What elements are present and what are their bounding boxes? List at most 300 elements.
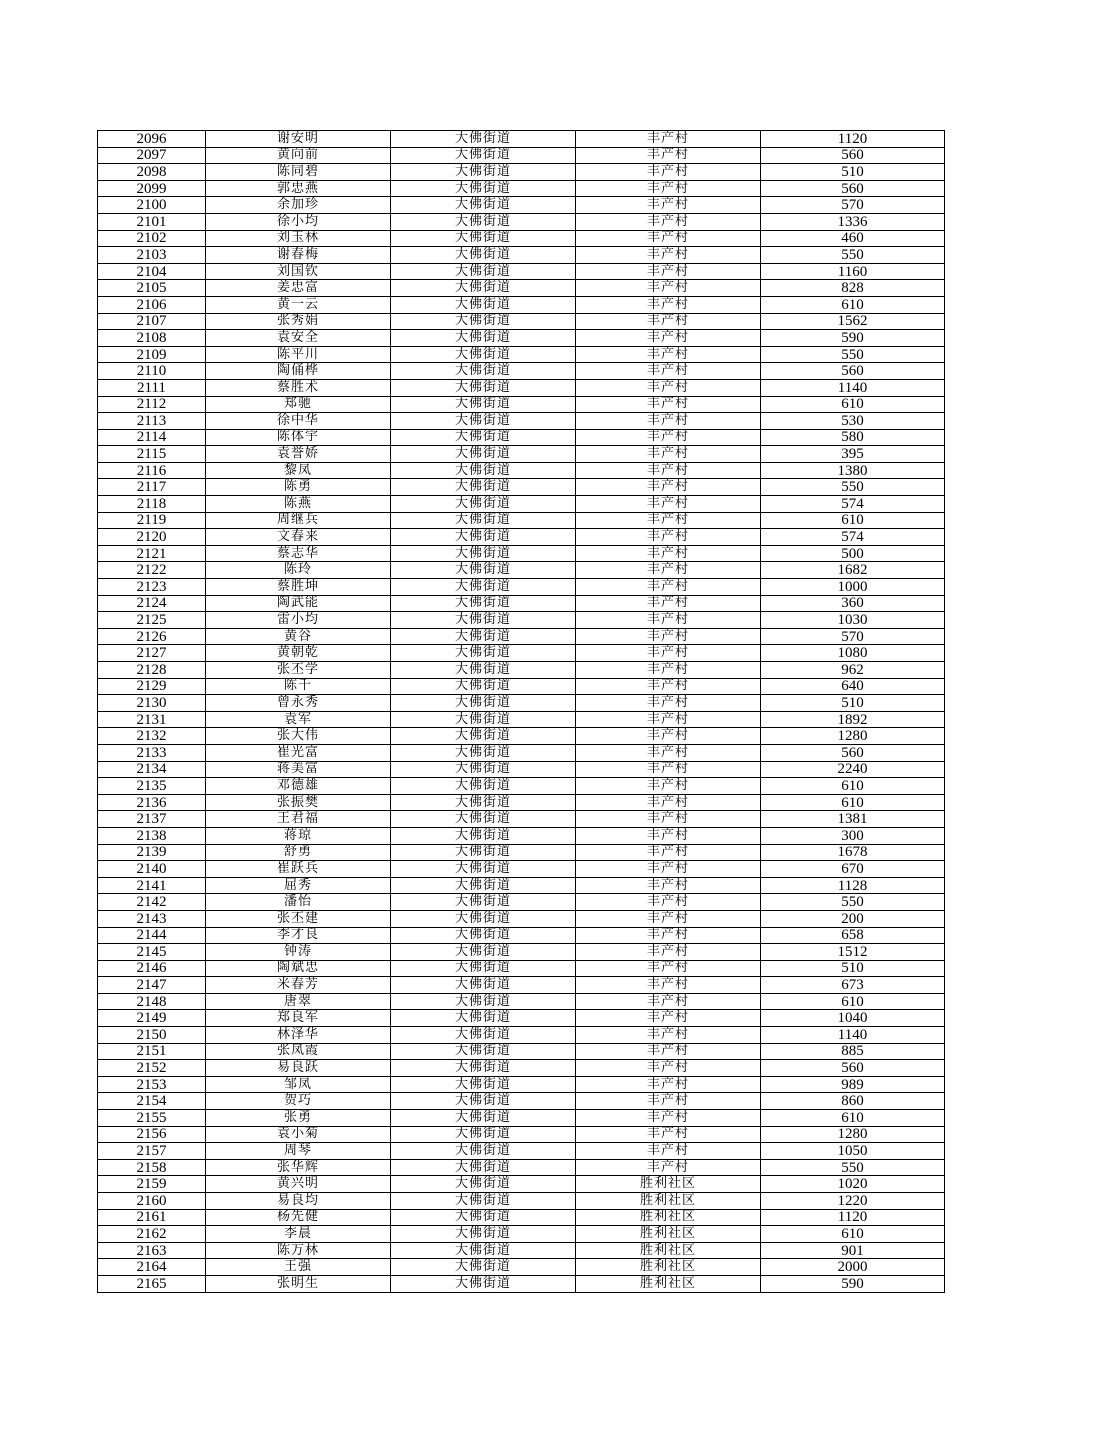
amount-cell: 300 [761, 827, 945, 844]
village-cell: 丰产村 [576, 230, 761, 247]
street-cell: 大佛街道 [391, 213, 576, 230]
amount-cell: 1140 [761, 1027, 945, 1044]
amount-cell: 1050 [761, 1143, 945, 1160]
village-cell: 丰产村 [576, 213, 761, 230]
table-row [98, 213, 945, 230]
street-cell: 大佛街道 [391, 728, 576, 745]
table-row [98, 1076, 945, 1093]
row-number-cell: 2165 [98, 1275, 206, 1292]
name-cell: 邓德雄 [206, 778, 391, 795]
amount-cell: 828 [761, 280, 945, 297]
name-cell: 蒋琼 [206, 827, 391, 844]
amount-cell: 560 [761, 744, 945, 761]
name-cell: 周琴 [206, 1143, 391, 1160]
amount-cell: 610 [761, 396, 945, 413]
table-row [98, 778, 945, 795]
amount-cell: 360 [761, 595, 945, 612]
row-number-cell: 2103 [98, 247, 206, 264]
village-cell: 丰产村 [576, 977, 761, 994]
street-cell: 大佛街道 [391, 1275, 576, 1292]
street-cell: 大佛街道 [391, 379, 576, 396]
village-cell: 丰产村 [576, 247, 761, 264]
amount-cell: 510 [761, 164, 945, 181]
amount-cell: 510 [761, 960, 945, 977]
row-number-cell: 2132 [98, 728, 206, 745]
table-row [98, 496, 945, 513]
village-cell: 丰产村 [576, 910, 761, 927]
village-cell: 丰产村 [576, 595, 761, 612]
street-cell: 大佛街道 [391, 1143, 576, 1160]
row-number-cell: 2154 [98, 1093, 206, 1110]
row-number-cell: 2127 [98, 645, 206, 662]
amount-cell: 1220 [761, 1193, 945, 1210]
village-cell: 丰产村 [576, 280, 761, 297]
street-cell: 大佛街道 [391, 595, 576, 612]
amount-cell: 460 [761, 230, 945, 247]
table-row [98, 263, 945, 280]
street-cell: 大佛街道 [391, 844, 576, 861]
row-number-cell: 2110 [98, 363, 206, 380]
street-cell: 大佛街道 [391, 363, 576, 380]
village-cell: 丰产村 [576, 479, 761, 496]
street-cell: 大佛街道 [391, 662, 576, 679]
amount-cell: 1040 [761, 1010, 945, 1027]
street-cell: 大佛街道 [391, 1259, 576, 1276]
name-cell: 陶斌忠 [206, 960, 391, 977]
name-cell: 贺巧 [206, 1093, 391, 1110]
row-number-cell: 2116 [98, 462, 206, 479]
amount-cell: 610 [761, 512, 945, 529]
row-number-cell: 2137 [98, 811, 206, 828]
street-cell: 大佛街道 [391, 711, 576, 728]
row-number-cell: 2160 [98, 1193, 206, 1210]
table-row [98, 280, 945, 297]
amount-cell: 550 [761, 346, 945, 363]
table-row [98, 960, 945, 977]
table-row [98, 877, 945, 894]
street-cell: 大佛街道 [391, 1027, 576, 1044]
name-cell: 刘玉林 [206, 230, 391, 247]
street-cell: 大佛街道 [391, 330, 576, 347]
row-number-cell: 2123 [98, 579, 206, 596]
amount-cell: 1336 [761, 213, 945, 230]
street-cell: 大佛街道 [391, 413, 576, 430]
street-cell: 大佛街道 [391, 1093, 576, 1110]
amount-cell: 550 [761, 1159, 945, 1176]
name-cell: 张华辉 [206, 1159, 391, 1176]
row-number-cell: 2120 [98, 529, 206, 546]
amount-cell: 658 [761, 927, 945, 944]
amount-cell: 1682 [761, 562, 945, 579]
table-row [98, 363, 945, 380]
amount-cell: 590 [761, 1275, 945, 1292]
row-number-cell: 2162 [98, 1226, 206, 1243]
row-number-cell: 2118 [98, 496, 206, 513]
name-cell: 蔡胜术 [206, 379, 391, 396]
row-number-cell: 2136 [98, 794, 206, 811]
name-cell: 蔡胜坤 [206, 579, 391, 596]
street-cell: 大佛街道 [391, 1126, 576, 1143]
amount-cell: 610 [761, 296, 945, 313]
table-row [98, 313, 945, 330]
data-table [97, 130, 945, 1293]
table-row [98, 197, 945, 214]
amount-cell: 610 [761, 1110, 945, 1127]
table-row [98, 894, 945, 911]
row-number-cell: 2150 [98, 1027, 206, 1044]
row-number-cell: 2159 [98, 1176, 206, 1193]
village-cell: 丰产村 [576, 1027, 761, 1044]
row-number-cell: 2158 [98, 1159, 206, 1176]
table-row [98, 1242, 945, 1259]
village-cell: 丰产村 [576, 944, 761, 961]
row-number-cell: 2149 [98, 1010, 206, 1027]
village-cell: 丰产村 [576, 960, 761, 977]
amount-cell: 1280 [761, 1126, 945, 1143]
table-row [98, 628, 945, 645]
village-cell: 丰产村 [576, 1126, 761, 1143]
table-row [98, 1110, 945, 1127]
row-number-cell: 2138 [98, 827, 206, 844]
table-row [98, 379, 945, 396]
row-number-cell: 2144 [98, 927, 206, 944]
name-cell: 张丕学 [206, 662, 391, 679]
amount-cell: 989 [761, 1076, 945, 1093]
street-cell: 大佛街道 [391, 164, 576, 181]
row-number-cell: 2142 [98, 894, 206, 911]
amount-cell: 1080 [761, 645, 945, 662]
street-cell: 大佛街道 [391, 1043, 576, 1060]
table-row [98, 1010, 945, 1027]
name-cell: 郑驰 [206, 396, 391, 413]
village-cell: 胜利社区 [576, 1226, 761, 1243]
village-cell: 丰产村 [576, 761, 761, 778]
village-cell: 丰产村 [576, 662, 761, 679]
village-cell: 丰产村 [576, 827, 761, 844]
row-number-cell: 2106 [98, 296, 206, 313]
amount-cell: 1512 [761, 944, 945, 961]
amount-cell: 574 [761, 496, 945, 513]
table-row [98, 180, 945, 197]
name-cell: 易良跃 [206, 1060, 391, 1077]
street-cell: 大佛街道 [391, 147, 576, 164]
street-cell: 大佛街道 [391, 562, 576, 579]
street-cell: 大佛街道 [391, 462, 576, 479]
amount-cell: 570 [761, 197, 945, 214]
village-cell: 丰产村 [576, 562, 761, 579]
table-row [98, 695, 945, 712]
street-cell: 大佛街道 [391, 529, 576, 546]
village-cell: 丰产村 [576, 164, 761, 181]
village-cell: 丰产村 [576, 296, 761, 313]
name-cell: 袁军 [206, 711, 391, 728]
street-cell: 大佛街道 [391, 827, 576, 844]
name-cell: 蒋美富 [206, 761, 391, 778]
name-cell: 谢春梅 [206, 247, 391, 264]
table-row [98, 446, 945, 463]
table-body [98, 131, 945, 1293]
name-cell: 李晨 [206, 1226, 391, 1243]
row-number-cell: 2134 [98, 761, 206, 778]
village-cell: 丰产村 [576, 844, 761, 861]
amount-cell: 510 [761, 695, 945, 712]
row-number-cell: 2133 [98, 744, 206, 761]
name-cell: 屈秀 [206, 877, 391, 894]
amount-cell: 1120 [761, 131, 945, 148]
row-number-cell: 2131 [98, 711, 206, 728]
amount-cell: 673 [761, 977, 945, 994]
table-row [98, 711, 945, 728]
name-cell: 姜忠富 [206, 280, 391, 297]
street-cell: 大佛街道 [391, 612, 576, 629]
table-row [98, 131, 945, 148]
village-cell: 丰产村 [576, 263, 761, 280]
table-row [98, 1027, 945, 1044]
row-number-cell: 2145 [98, 944, 206, 961]
name-cell: 邹凤 [206, 1076, 391, 1093]
village-cell: 丰产村 [576, 462, 761, 479]
name-cell: 张秀娟 [206, 313, 391, 330]
table-row [98, 761, 945, 778]
village-cell: 丰产村 [576, 1060, 761, 1077]
village-cell: 丰产村 [576, 744, 761, 761]
street-cell: 大佛街道 [391, 1060, 576, 1077]
village-cell: 丰产村 [576, 147, 761, 164]
village-cell: 丰产村 [576, 313, 761, 330]
village-cell: 丰产村 [576, 612, 761, 629]
row-number-cell: 2143 [98, 910, 206, 927]
name-cell: 郑良军 [206, 1010, 391, 1027]
row-number-cell: 2135 [98, 778, 206, 795]
amount-cell: 560 [761, 180, 945, 197]
table-row [98, 296, 945, 313]
amount-cell: 1160 [761, 263, 945, 280]
row-number-cell: 2115 [98, 446, 206, 463]
row-number-cell: 2105 [98, 280, 206, 297]
village-cell: 胜利社区 [576, 1176, 761, 1193]
amount-cell: 670 [761, 861, 945, 878]
name-cell: 黄朝乾 [206, 645, 391, 662]
name-cell: 谢安明 [206, 131, 391, 148]
row-number-cell: 2096 [98, 131, 206, 148]
name-cell: 陈平川 [206, 346, 391, 363]
name-cell: 陶武能 [206, 595, 391, 612]
name-cell: 黄谷 [206, 628, 391, 645]
street-cell: 大佛街道 [391, 545, 576, 562]
amount-cell: 560 [761, 363, 945, 380]
street-cell: 大佛街道 [391, 280, 576, 297]
street-cell: 大佛街道 [391, 197, 576, 214]
street-cell: 大佛街道 [391, 1226, 576, 1243]
table-row [98, 927, 945, 944]
table-row [98, 479, 945, 496]
name-cell: 雷小均 [206, 612, 391, 629]
table-row [98, 1193, 945, 1210]
table-row [98, 1060, 945, 1077]
street-cell: 大佛街道 [391, 479, 576, 496]
village-cell: 丰产村 [576, 579, 761, 596]
row-number-cell: 2108 [98, 330, 206, 347]
street-cell: 大佛街道 [391, 512, 576, 529]
village-cell: 胜利社区 [576, 1275, 761, 1292]
amount-cell: 580 [761, 429, 945, 446]
amount-cell: 1381 [761, 811, 945, 828]
row-number-cell: 2107 [98, 313, 206, 330]
name-cell: 袁誉娇 [206, 446, 391, 463]
name-cell: 张大伟 [206, 728, 391, 745]
street-cell: 大佛街道 [391, 910, 576, 927]
amount-cell: 962 [761, 662, 945, 679]
row-number-cell: 2122 [98, 562, 206, 579]
street-cell: 大佛街道 [391, 877, 576, 894]
table-row [98, 529, 945, 546]
name-cell: 舒勇 [206, 844, 391, 861]
street-cell: 大佛街道 [391, 180, 576, 197]
name-cell: 蔡志华 [206, 545, 391, 562]
amount-cell: 560 [761, 1060, 945, 1077]
street-cell: 大佛街道 [391, 496, 576, 513]
name-cell: 陶俑桦 [206, 363, 391, 380]
name-cell: 陈万林 [206, 1242, 391, 1259]
table-row [98, 562, 945, 579]
village-cell: 丰产村 [576, 894, 761, 911]
village-cell: 胜利社区 [576, 1193, 761, 1210]
name-cell: 周继兵 [206, 512, 391, 529]
street-cell: 大佛街道 [391, 1010, 576, 1027]
name-cell: 陈燕 [206, 496, 391, 513]
amount-cell: 550 [761, 247, 945, 264]
name-cell: 袁小菊 [206, 1126, 391, 1143]
row-number-cell: 2157 [98, 1143, 206, 1160]
village-cell: 丰产村 [576, 794, 761, 811]
village-cell: 丰产村 [576, 529, 761, 546]
village-cell: 丰产村 [576, 180, 761, 197]
street-cell: 大佛街道 [391, 645, 576, 662]
amount-cell: 395 [761, 446, 945, 463]
name-cell: 黄兴明 [206, 1176, 391, 1193]
name-cell: 曾永秀 [206, 695, 391, 712]
village-cell: 丰产村 [576, 512, 761, 529]
row-number-cell: 2128 [98, 662, 206, 679]
village-cell: 胜利社区 [576, 1242, 761, 1259]
name-cell: 易良均 [206, 1193, 391, 1210]
village-cell: 丰产村 [576, 396, 761, 413]
row-number-cell: 2146 [98, 960, 206, 977]
table-row [98, 827, 945, 844]
table-row [98, 595, 945, 612]
street-cell: 大佛街道 [391, 794, 576, 811]
row-number-cell: 2140 [98, 861, 206, 878]
street-cell: 大佛街道 [391, 761, 576, 778]
table-row [98, 944, 945, 961]
table-row [98, 1143, 945, 1160]
amount-cell: 610 [761, 778, 945, 795]
table-row [98, 512, 945, 529]
street-cell: 大佛街道 [391, 1176, 576, 1193]
row-number-cell: 2151 [98, 1043, 206, 1060]
row-number-cell: 2129 [98, 678, 206, 695]
street-cell: 大佛街道 [391, 247, 576, 264]
village-cell: 丰产村 [576, 1010, 761, 1027]
table-row [98, 728, 945, 745]
village-cell: 丰产村 [576, 628, 761, 645]
village-cell: 丰产村 [576, 645, 761, 662]
table-row [98, 396, 945, 413]
amount-cell: 550 [761, 479, 945, 496]
table-row [98, 545, 945, 562]
street-cell: 大佛街道 [391, 993, 576, 1010]
name-cell: 刘国钦 [206, 263, 391, 280]
name-cell: 王强 [206, 1259, 391, 1276]
amount-cell: 1020 [761, 1176, 945, 1193]
name-cell: 崔跃兵 [206, 861, 391, 878]
name-cell: 钟涛 [206, 944, 391, 961]
street-cell: 大佛街道 [391, 446, 576, 463]
street-cell: 大佛街道 [391, 579, 576, 596]
row-number-cell: 2104 [98, 263, 206, 280]
amount-cell: 560 [761, 147, 945, 164]
table-row [98, 230, 945, 247]
street-cell: 大佛街道 [391, 628, 576, 645]
village-cell: 丰产村 [576, 131, 761, 148]
table-row [98, 429, 945, 446]
name-cell: 黄向前 [206, 147, 391, 164]
table-row [98, 811, 945, 828]
street-cell: 大佛街道 [391, 1242, 576, 1259]
row-number-cell: 2139 [98, 844, 206, 861]
name-cell: 林泽华 [206, 1027, 391, 1044]
row-number-cell: 2112 [98, 396, 206, 413]
street-cell: 大佛街道 [391, 927, 576, 944]
row-number-cell: 2101 [98, 213, 206, 230]
street-cell: 大佛街道 [391, 1193, 576, 1210]
name-cell: 陈勇 [206, 479, 391, 496]
row-number-cell: 2153 [98, 1076, 206, 1093]
street-cell: 大佛街道 [391, 744, 576, 761]
amount-cell: 1562 [761, 313, 945, 330]
name-cell: 袁安全 [206, 330, 391, 347]
amount-cell: 610 [761, 1226, 945, 1243]
table-row [98, 1259, 945, 1276]
row-number-cell: 2124 [98, 595, 206, 612]
amount-cell: 1380 [761, 462, 945, 479]
table-row [98, 1159, 945, 1176]
street-cell: 大佛街道 [391, 1110, 576, 1127]
street-cell: 大佛街道 [391, 894, 576, 911]
row-number-cell: 2148 [98, 993, 206, 1010]
village-cell: 丰产村 [576, 446, 761, 463]
name-cell: 张勇 [206, 1110, 391, 1127]
village-cell: 丰产村 [576, 927, 761, 944]
table-row [98, 645, 945, 662]
name-cell: 陈玲 [206, 562, 391, 579]
name-cell: 潘怡 [206, 894, 391, 911]
village-cell: 丰产村 [576, 330, 761, 347]
name-cell: 张振樊 [206, 794, 391, 811]
village-cell: 丰产村 [576, 1110, 761, 1127]
amount-cell: 2240 [761, 761, 945, 778]
row-number-cell: 2155 [98, 1110, 206, 1127]
village-cell: 丰产村 [576, 496, 761, 513]
table-row [98, 993, 945, 1010]
street-cell: 大佛街道 [391, 960, 576, 977]
name-cell: 郭忠燕 [206, 180, 391, 197]
row-number-cell: 2117 [98, 479, 206, 496]
street-cell: 大佛街道 [391, 695, 576, 712]
village-cell: 丰产村 [576, 695, 761, 712]
street-cell: 大佛街道 [391, 296, 576, 313]
street-cell: 大佛街道 [391, 977, 576, 994]
